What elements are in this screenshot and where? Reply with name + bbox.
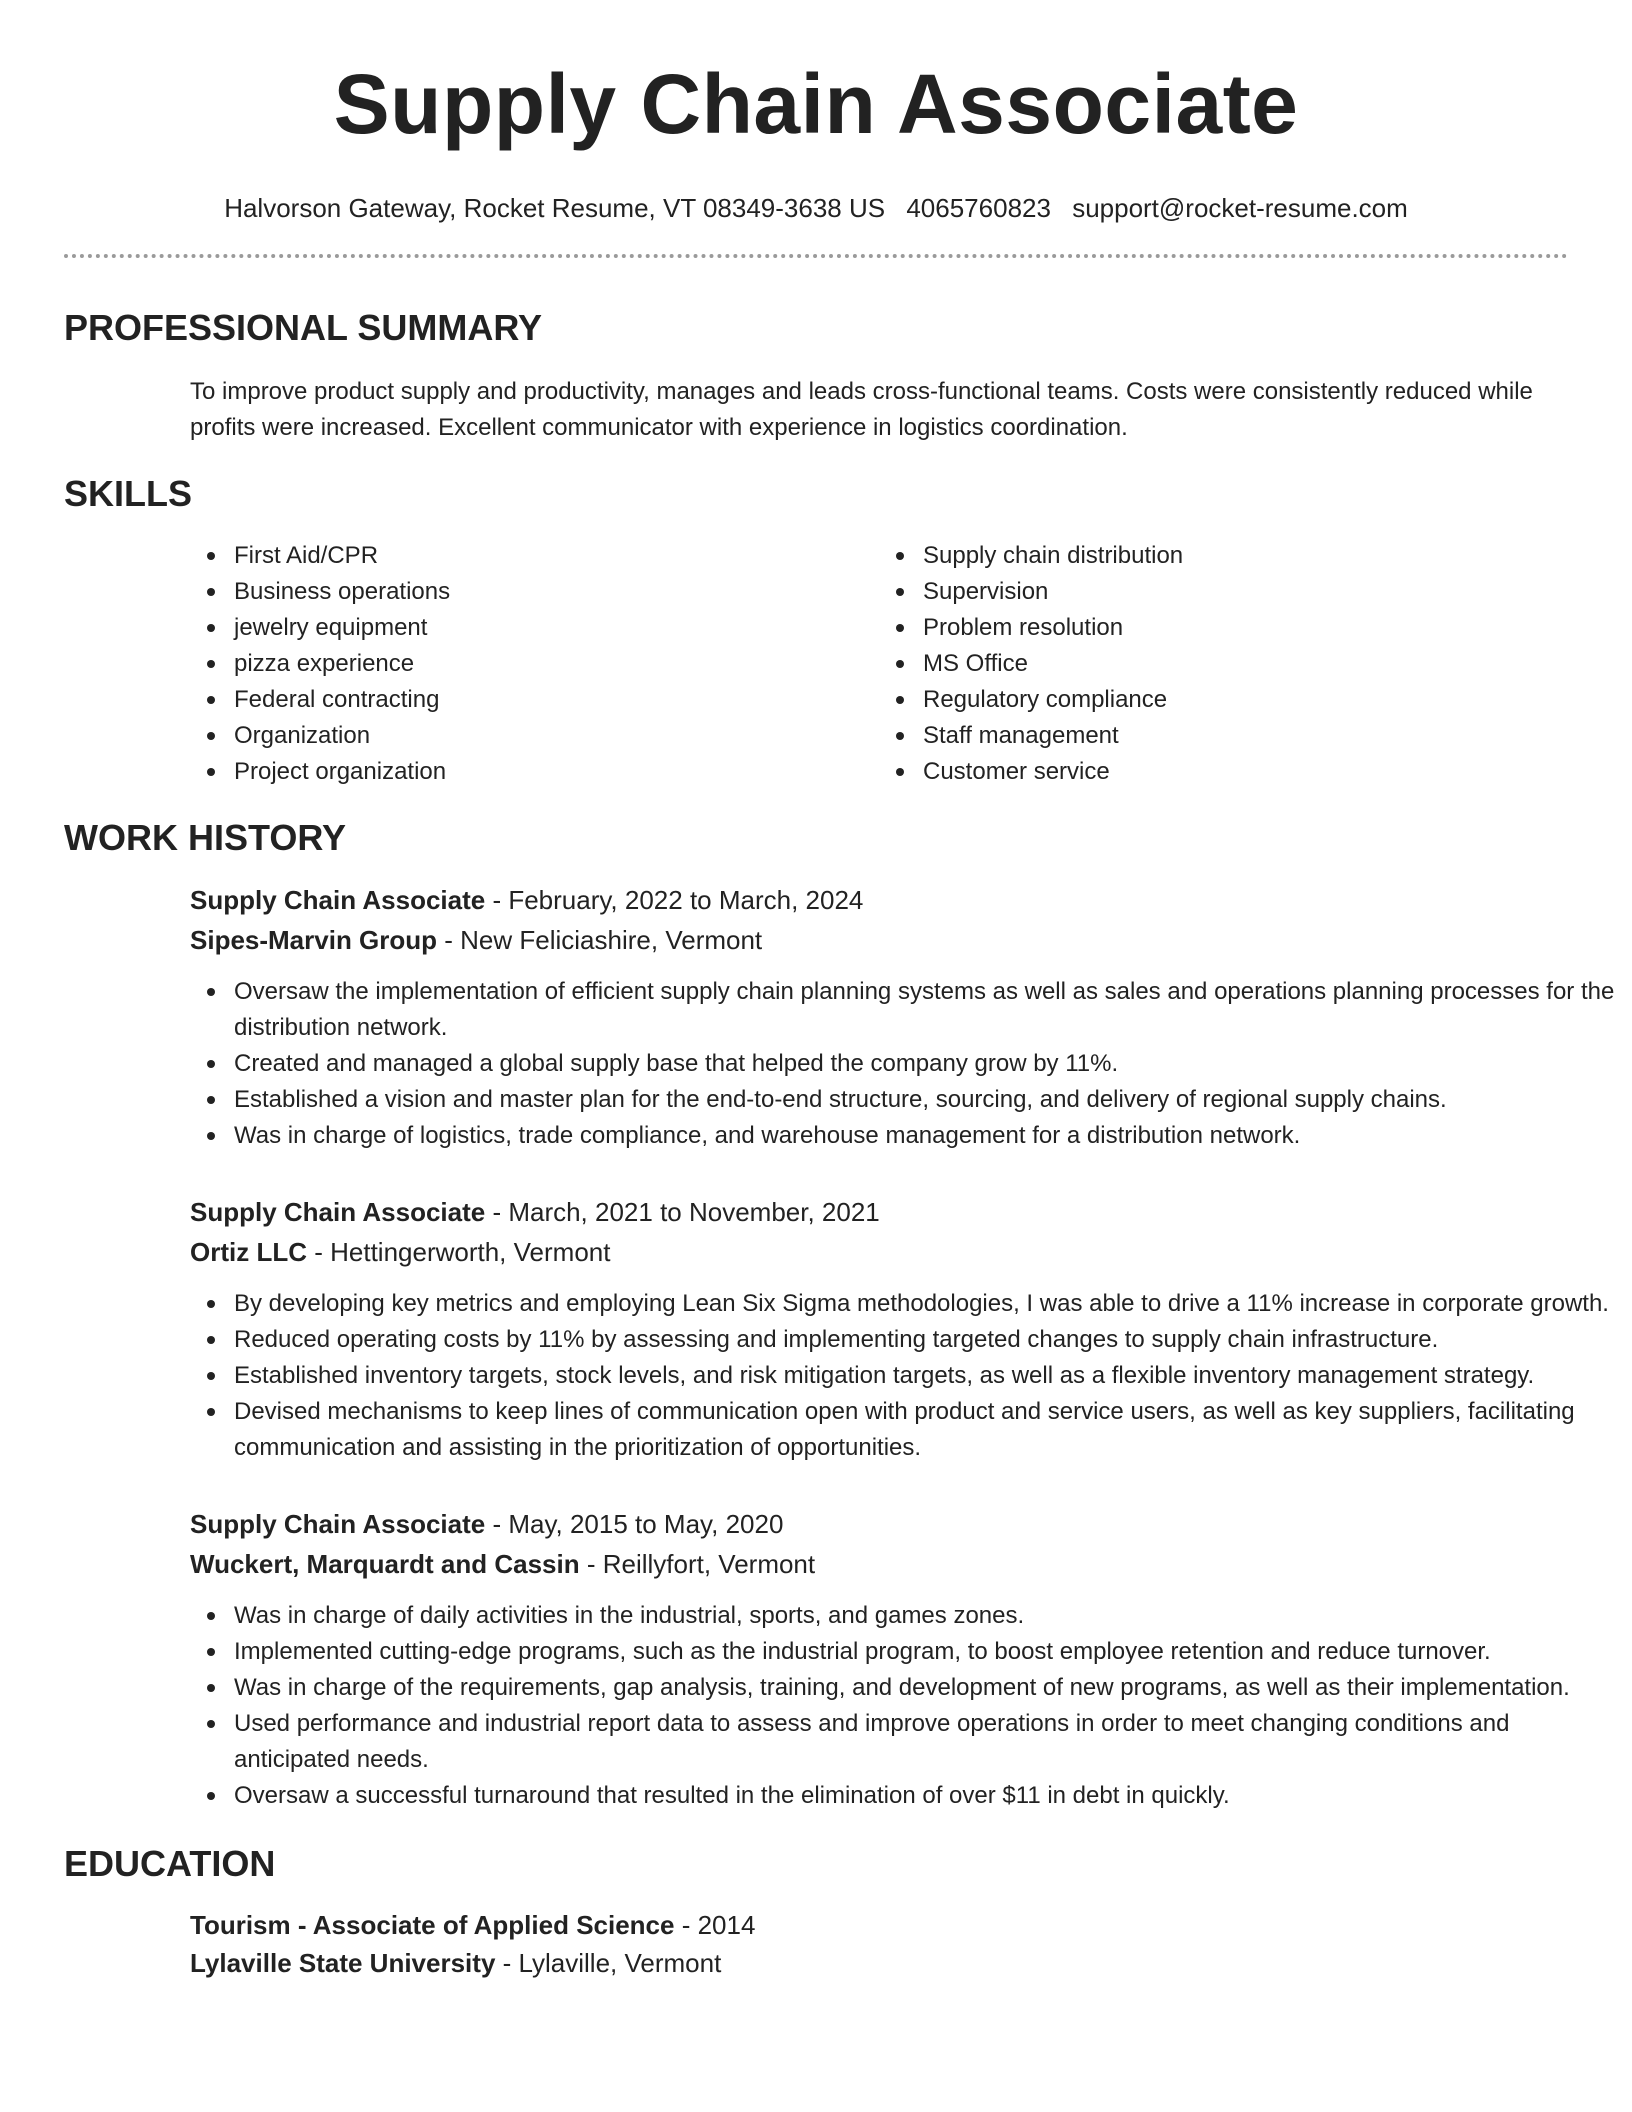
skill-item: Business operations — [234, 574, 879, 610]
contact-email[interactable]: support@rocket-resume.com — [1072, 193, 1408, 223]
job-bullet: Oversaw a successful turnaround that resulted in the elimination of over $11 in debt in quickly. — [234, 1778, 1630, 1814]
job-company-line — [190, 920, 1630, 960]
contact-line — [64, 190, 1568, 226]
job-bullet: Established inventory targets, stock levels, and risk mitigation targets, as well as a flexible inventory management strategy. — [234, 1358, 1630, 1394]
work-history-section — [64, 816, 1615, 1814]
job-title-line — [190, 1504, 1630, 1544]
education-school: Lylaville State University — [190, 1948, 496, 1978]
skill-item: Customer service — [923, 754, 1568, 790]
job-bullet: Used performance and industrial report data to assess and improve operations in order to meet changing conditions and anticipated needs. — [234, 1706, 1630, 1778]
contact-phone: 4065760823 — [906, 193, 1051, 223]
skill-item: Staff management — [923, 718, 1568, 754]
job-bullet: Was in charge of logistics, trade compliance, and warehouse management for a distribution network. — [234, 1118, 1630, 1154]
skill-item: Organization — [234, 718, 879, 754]
job-bullets — [190, 1286, 1630, 1466]
education-degree-line — [190, 1906, 1568, 1944]
job-bullet: Created and managed a global supply base that helped the company grow by 11%. — [234, 1046, 1630, 1082]
job-title: Supply Chain Associate — [190, 1197, 486, 1227]
job-company: Sipes-Marvin Group — [190, 925, 438, 955]
job-location: - New Feliciashire, Vermont — [437, 925, 763, 955]
skill-item: Project organization — [234, 754, 879, 790]
skill-item: MS Office — [923, 646, 1568, 682]
skill-item: Federal contracting — [234, 682, 879, 718]
skill-item: Regulatory compliance — [923, 682, 1568, 718]
skill-item: First Aid/CPR — [234, 538, 879, 574]
education-degree: Tourism - Associate of Applied Science — [190, 1910, 675, 1940]
skill-item: pizza experience — [234, 646, 879, 682]
work-history-title: WORK HISTORY — [64, 817, 347, 858]
job-location: - Hettingerworth, Vermont — [307, 1237, 611, 1267]
job-company-line — [190, 1232, 1630, 1272]
skills-left-column — [190, 538, 879, 790]
job-bullet: Oversaw the implementation of efficient supply chain planning systems as well as sales and operations planning processes for the distribution network. — [234, 974, 1630, 1046]
job-title: Supply Chain Associate — [190, 885, 486, 915]
job-bullets — [190, 1598, 1630, 1814]
education-year: - 2014 — [674, 1910, 756, 1940]
skill-item: Supply chain distribution — [923, 538, 1568, 574]
job-company: Wuckert, Marquardt and Cassin — [190, 1549, 580, 1579]
job-bullets — [190, 974, 1630, 1154]
job-entry — [190, 880, 1630, 1154]
job-bullet: Was in charge of daily activities in the industrial, sports, and games zones. — [234, 1598, 1630, 1634]
job-bullet: Reduced operating costs by 11% by assessing and implementing targeted changes to supply chain infrastructure. — [234, 1322, 1630, 1358]
job-title-line — [190, 880, 1630, 920]
skills-title: SKILLS — [64, 473, 193, 514]
job-bullet: By developing key metrics and employing Lean Six Sigma methodologies, I was able to drive a 11% increase in corporate growth. — [234, 1286, 1630, 1322]
job-title: Supply Chain Associate — [190, 1509, 486, 1539]
education-title: EDUCATION — [64, 1843, 276, 1884]
skill-item: jewelry equipment — [234, 610, 879, 646]
skills-section — [64, 472, 1568, 790]
job-dates: - February, 2022 to March, 2024 — [485, 885, 864, 915]
job-company-line — [190, 1544, 1630, 1584]
skill-item: Supervision — [923, 574, 1568, 610]
education-section — [64, 1842, 1568, 1982]
job-company: Ortiz LLC — [190, 1237, 307, 1267]
job-entry — [190, 1192, 1630, 1466]
resume-name: Supply Chain Associate — [333, 57, 1299, 151]
job-location: - Reillyfort, Vermont — [579, 1549, 816, 1579]
summary-title: PROFESSIONAL SUMMARY — [64, 307, 543, 348]
job-entry — [190, 1504, 1630, 1814]
education-location: - Lylaville, Vermont — [495, 1948, 722, 1978]
education-school-line — [190, 1944, 1568, 1982]
job-bullet: Implemented cutting-edge programs, such as the industrial program, to boost employee retention and reduce turnover. — [234, 1634, 1630, 1670]
header-divider — [64, 254, 1568, 258]
skills-right-column — [879, 538, 1568, 790]
job-bullet: Established a vision and master plan for the end-to-end structure, sourcing, and delivery of regional supply chains. — [234, 1082, 1630, 1118]
contact-address: Halvorson Gateway, Rocket Resume, VT 08349-3638 US — [224, 193, 886, 223]
skills-grid — [190, 538, 1568, 790]
job-dates: - March, 2021 to November, 2021 — [485, 1197, 880, 1227]
summary-section — [64, 306, 1568, 446]
education-entry — [190, 1906, 1568, 1982]
job-dates: - May, 2015 to May, 2020 — [485, 1509, 784, 1539]
summary-text: To improve product supply and productivity, manages and leads cross-functional teams. Costs were consistently reduced while profits were increased. Excellent communicator with experience in logistics coordination. — [190, 378, 1533, 441]
job-bullet: Was in charge of the requirements, gap analysis, training, and development of new programs, as well as their implementation. — [234, 1670, 1630, 1706]
job-bullet: Devised mechanisms to keep lines of communication open with product and service users, as well as key suppliers, facilitating communication and assisting in the prioritization of opportunities. — [234, 1394, 1630, 1466]
skill-item: Problem resolution — [923, 610, 1568, 646]
job-title-line — [190, 1192, 1630, 1232]
